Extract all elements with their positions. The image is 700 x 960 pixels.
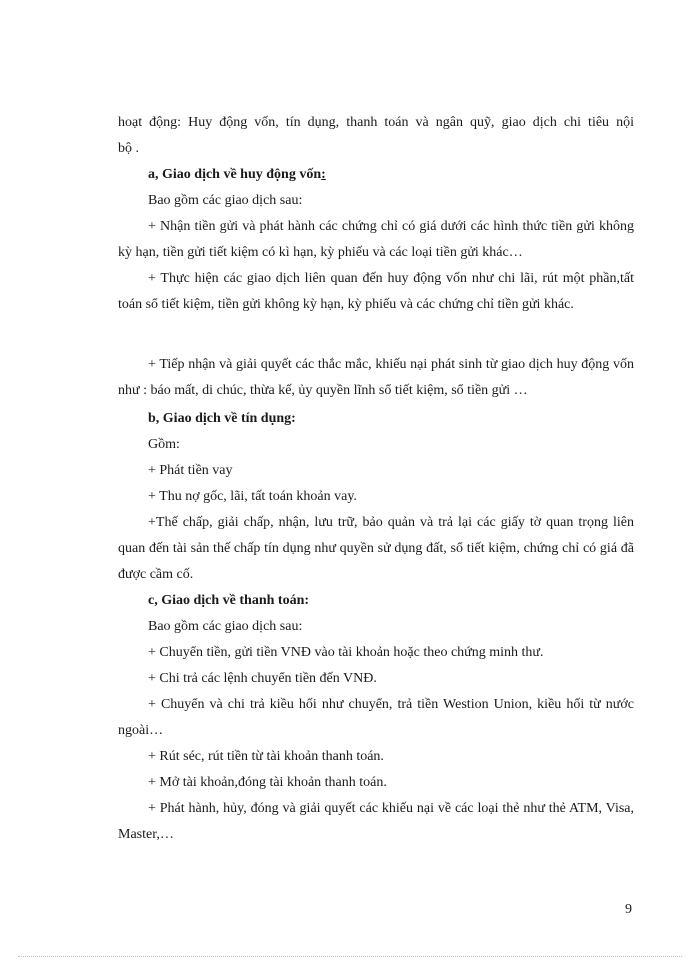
- section-c-heading: c, Giao dịch về thanh toán:: [148, 593, 310, 608]
- section-b-intro: Gồm:: [148, 437, 180, 452]
- section-b-heading: b, Giao dịch về tín dụng:: [148, 411, 296, 426]
- continuation-line-1: hoạt động: Huy động vốn, tín dụng, thanh toán và ngân quỹ, giao dịch chi tiêu nội: [118, 115, 634, 130]
- section-a-item-3: + Tiếp nhận và giải quyết các thắc mắc, khiếu nại phát sinh từ giao dịch huy động vốn như : báo mất, di chúc, thừa kế, ủy quyền lĩnh sổ tiết kiệm, sổ tiền gửi …: [118, 357, 634, 398]
- section-c-item-1: + Chuyển tiền, gửi tiền VNĐ vào tài khoản hoặc theo chứng minh thư.: [148, 645, 544, 660]
- section-b-item-1: + Phát tiền vay: [148, 463, 233, 478]
- section-c-intro: Bao gồm các giao dịch sau:: [148, 619, 303, 634]
- section-c-item-5: + Mở tài khoản,đóng tài khoản thanh toán.: [148, 775, 387, 790]
- section-b-item-3: +Thế chấp, giải chấp, nhận, lưu trữ, bảo quản và trả lại các giấy tờ quan trọng liên quan đến tài sản thế chấp tín dụng như quyền sử dụng đất, sổ tiết kiệm, chứng chỉ có giá đã được cầm cố.: [118, 515, 634, 582]
- section-b-item-2: + Thu nợ gốc, lãi, tất toán khoản vay.: [148, 489, 357, 504]
- section-c-item-3: + Chuyển và chi trả kiều hối như chuyển, trả tiền Westion Union, kiều hối từ nước ngoài…: [118, 697, 634, 738]
- section-c-item-6: + Phát hành, hủy, đóng và giải quyết các khiếu nại về các loại thẻ như thẻ ATM, Visa, Master,…: [118, 801, 634, 842]
- section-a-heading: a, Giao dịch về huy động vốn: [148, 167, 322, 182]
- page-number: 9: [625, 902, 632, 917]
- section-a-item-2: + Thực hiện các giao dịch liên quan đến huy động vốn như chi lãi, rút một phần,tất toán sổ tiết kiệm, tiền gửi không kỳ hạn, kỳ phiếu và các chứng chỉ tiền gửi khác.: [118, 271, 634, 312]
- page-bottom-divider: [18, 956, 682, 957]
- section-a-heading-wrap: [148, 162, 326, 188]
- section-a-item-1: + Nhận tiền gửi và phát hành các chứng chỉ có giá dưới các hình thức tiền gửi không kỳ hạn, tiền gửi tiết kiệm có kì hạn, kỳ phiếu và các loại tiền gửi khác…: [118, 219, 634, 260]
- section-a-heading-colon: :: [321, 167, 326, 182]
- continuation-paragraph: [118, 110, 634, 162]
- section-a-intro: Bao gồm các giao dịch sau:: [148, 193, 303, 208]
- section-c-item-4: + Rút séc, rút tiền từ tài khoản thanh toán.: [148, 749, 384, 764]
- section-c-item-2: + Chi trả các lệnh chuyển tiền đến VNĐ.: [148, 671, 377, 686]
- continuation-line-2: bộ .: [118, 141, 139, 156]
